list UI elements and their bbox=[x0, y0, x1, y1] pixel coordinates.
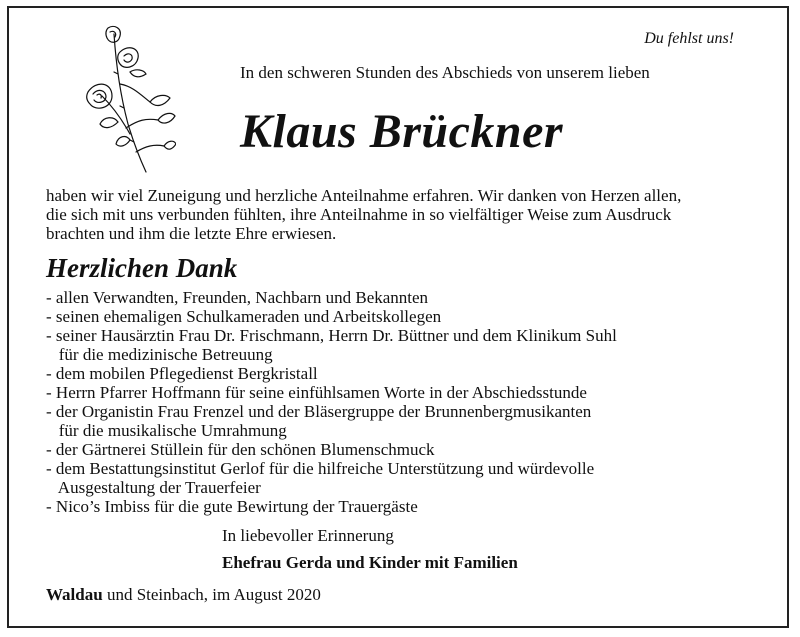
motto-text: Du fehlst uns! bbox=[644, 30, 734, 47]
list-item: - dem Bestattungsinstitut Gerlof für die hilfreiche Unterstützung und würdevolle bbox=[46, 459, 595, 478]
closing-text: In liebevoller Erinnerung bbox=[222, 526, 394, 545]
list-item: für die medizinische Betreuung bbox=[46, 345, 273, 364]
thanks-heading: Herzlichen Dank bbox=[46, 253, 238, 283]
list-item: für die musikalische Umrahmung bbox=[46, 421, 287, 440]
list-item: Ausgestaltung der Trauerfeier bbox=[46, 478, 261, 497]
list-item: - Nico’s Imbiss für die gute Bewirtung der Trauergäste bbox=[46, 497, 418, 516]
list-item: - allen Verwandten, Freunden, Nachbarn und Bekannten bbox=[46, 288, 429, 307]
family-signature: Ehefrau Gerda und Kinder mit Familien bbox=[222, 553, 518, 572]
list-item: - der Organistin Frau Frenzel und der Bläsergruppe der Brunnenbergmusikanten bbox=[46, 402, 592, 421]
rose-illustration-icon bbox=[80, 24, 176, 174]
list-item: - Herrn Pfarrer Hoffmann für seine einfühlsamen Worte in der Abschiedsstunde bbox=[46, 383, 587, 402]
place-rest: und Steinbach, im August 2020 bbox=[102, 585, 321, 604]
list-item: - der Gärtnerei Stüllein für den schönen Blumenschmuck bbox=[46, 440, 435, 459]
place-bold: Waldau bbox=[46, 585, 103, 604]
list-item: - dem mobilen Pflegedienst Bergkristall bbox=[46, 364, 318, 383]
list-item: - seinen ehemaligen Schulkameraden und Arbeitskollegen bbox=[46, 307, 442, 326]
body-line: brachten und ihm die letzte Ehre erwiesen. bbox=[46, 224, 337, 243]
body-paragraph bbox=[46, 186, 758, 243]
thanks-list bbox=[46, 288, 617, 516]
body-line: die sich mit uns verbunden fühlten, ihre Anteilnahme in so vielfältiger Weise zum Ausdruck bbox=[46, 205, 672, 224]
place-date bbox=[46, 585, 321, 605]
intro-text: In den schweren Stunden des Abschieds von unserem lieben bbox=[240, 63, 650, 82]
body-line: haben wir viel Zuneigung und herzliche Anteilnahme erfahren. Wir danken von Herzen allen, bbox=[46, 186, 682, 205]
list-item: - seiner Hausärztin Frau Dr. Frischmann, Herrn Dr. Büttner und dem Klinikum Suhl bbox=[46, 326, 617, 345]
deceased-name: Klaus Brückner bbox=[240, 105, 564, 158]
